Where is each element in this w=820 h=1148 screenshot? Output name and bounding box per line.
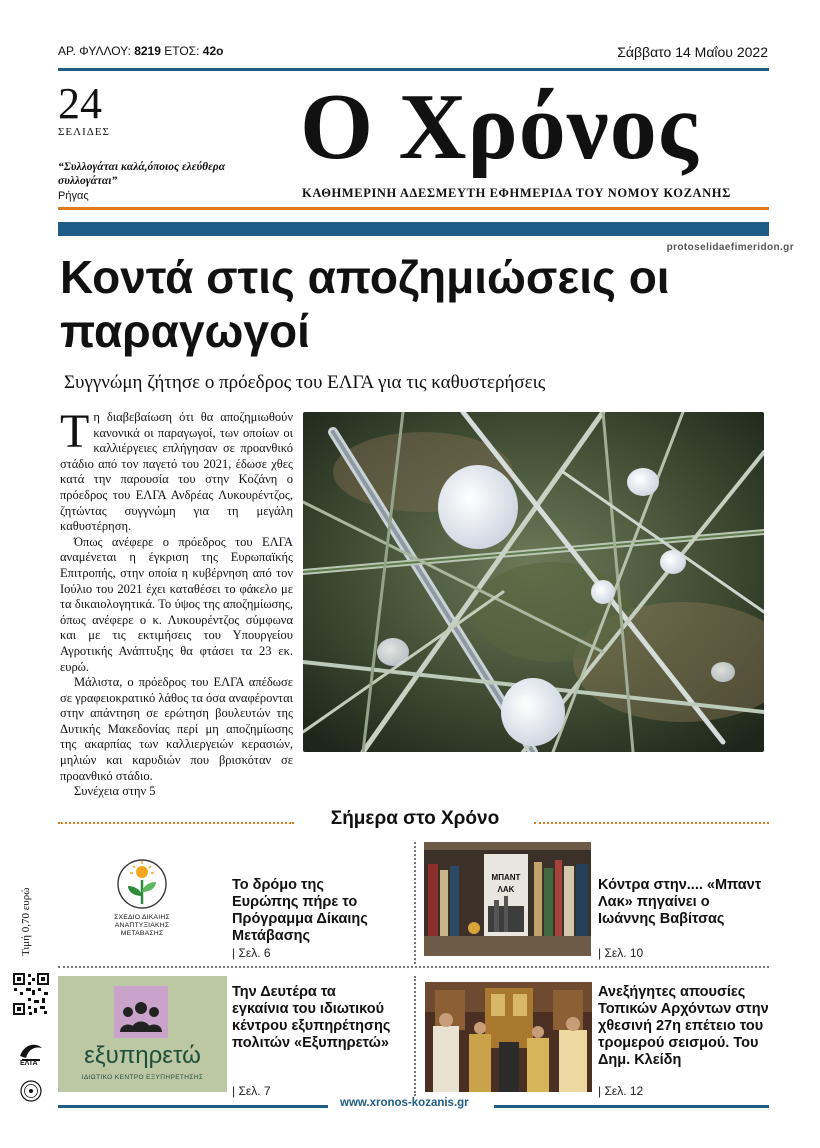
item-4-title: Ανεξήγητες απουσίες Τοπικών Αρχόντων στην χθεσινή 27η επέτειο του τρομερού σεισμού. Του Δημ. Κλείδη	[598, 984, 769, 1068]
dropcap: Τ	[60, 405, 90, 458]
just-transition-logo-text: ΣΧΕΔΙΟ ΔΙΚΑΙΗΣ ΑΝΑΠΤΥΞΙΑΚΗΣ ΜΕΤΑΒΑΣΗΣ	[114, 914, 170, 937]
frost-grass-photo	[303, 412, 764, 752]
masthead-title: Ο Χρόνος	[300, 75, 699, 179]
footer-rule-right	[494, 1105, 769, 1108]
masthead-quote: “Συλλογάται καλά,όποιος ελεύθερα συλλογάται”	[58, 161, 226, 187]
item-1-page: | Σελ. 6	[232, 946, 271, 960]
divider-vertical-top	[414, 842, 416, 964]
exypireto-logo	[58, 976, 227, 1092]
item-1-title: Το δρόμο της Ευρώπης πήρε το Πρόγραμμα Δίκαιης Μετάβασης	[232, 877, 368, 944]
bookshelf-photo	[424, 842, 591, 956]
exypireto-logo-box	[114, 986, 168, 1038]
main-headline: Κοντά στις αποζημιώσεις οι παραγωγοί	[60, 251, 670, 357]
qr-code	[12, 972, 50, 1016]
frost-grass-illustration	[303, 412, 764, 752]
item-3-page: | Σελ. 7	[232, 1084, 271, 1098]
plant-sun-icon	[100, 858, 184, 918]
divider-horizontal	[58, 966, 769, 968]
footer-url[interactable]: www.xronos-kozanis.gr	[340, 1097, 469, 1109]
source-watermark: protoselidaefimeridon.gr	[666, 242, 794, 253]
paragraph-1	[60, 405, 293, 535]
svg-text:ΛΑΚ: ΛΑΚ	[497, 885, 515, 894]
main-story-body	[60, 405, 293, 800]
masthead-subtitle: ΚΑΘΗΜΕΡΙΝΗ ΑΔΕΣΜΕΥΤΗ ΕΦΗΜΕΡΙΔΑ ΤΟΥ ΝΟΜΟΥ ΚΟΖΑΝΗΣ	[302, 186, 731, 200]
top-rule	[58, 68, 769, 71]
section-dots-left	[58, 822, 294, 824]
elta-logo	[16, 1038, 46, 1070]
footer-rule-left	[58, 1105, 328, 1108]
just-transition-logo	[100, 858, 184, 944]
orange-rule	[58, 207, 769, 210]
quote-author: Ρήγας	[58, 190, 89, 202]
issue-info	[58, 44, 223, 58]
today-section-title: Σήμερα στο Χρόνο	[330, 808, 500, 829]
pages-label: ΣΕΛΙΔΕΣ	[58, 126, 110, 138]
item-2-page: | Σελ. 10	[598, 946, 644, 960]
bookshelf-illustration	[424, 842, 591, 956]
price-label: Τιμή 0,70 ευρώ	[20, 887, 32, 956]
item-3-title: Την Δευτέρα τα εγκαίνια του ιδιωτικού κέντρου εξυπηρέτησης πολιτών «Εξυπηρετώ»	[232, 984, 391, 1051]
brand-bar	[58, 222, 769, 236]
issue-number: 8219	[134, 44, 161, 58]
continued-note: Συνέχεια στην 5	[74, 784, 156, 799]
main-subheadline: Συγγνώμη ζήτησε ο πρόεδρος του ΕΛΓΑ για τις καθυστερήσεις	[64, 372, 546, 393]
exypireto-logo-text: εξυπηρετώ	[84, 1042, 201, 1069]
year-label: ΕΤΟΣ:	[164, 44, 200, 58]
divider-vertical-bottom	[414, 976, 416, 1096]
elta-label: ΕΛΤΑ	[20, 1060, 38, 1067]
exypireto-logo-sub: ΙΔΙΩΤΙΚΟ ΚΕΝΤΡΟ ΕΞΥΠΗΡΕΤΗΣΗΣ	[81, 1074, 204, 1081]
ceremony-illustration	[425, 982, 592, 1092]
svg-text:ΜΠΑΝΤ: ΜΠΑΝΤ	[491, 873, 521, 882]
year-number: 42ο	[202, 44, 224, 58]
pages-number: 24	[58, 79, 102, 128]
paragraph-3: Μάλιστα, ο πρόεδρος του ΕΛΓΑ απέδωσε σε γραφειοκρατικό λάθος τα όσα αναφέρονται στην απάντηση σε ερώτηση βουλευτών της Δυτικής Μακεδονίας περί μη αποζημίωσης της ακαρπίας των καλλιεργειών κερασιών, μηλιών και καρυδιών που βρισκόταν σε προανθικό στάδιο.	[60, 675, 293, 783]
paragraph-2: Όπως ανέφερε ο πρόεδρος του ΕΛΓΑ αναμένεται η έγκριση της Ευρωπαϊκής Επιτροπής, στην οποία η κυβέρνηση από τον Ιούλιο του 2021 έχει καταθέσει το φάκελο με τα δικαιολογητικά. Το ύψος της αποζημίωσης, όπως ανέφερε ο κ. Λυκουρέντζος σύμφωνα και με τις εκτιμήσεις του Υπουργείου Αγροτικής Ανάπτυξης θα φτάσει τα 23 εκ. ευρώ.	[60, 534, 293, 674]
paragraph-1-text: η διαβεβαίωση ότι θα αποζημιωθούν κανονικά οι παραγωγοί, των οποίων οι καλλιέργειες επλήγησαν σε προανθικό στάδιο από τον παγετό του 2021, έδωσε χθες κατά την παρουσία του στην Κοζάνη ο πρόεδρος του ΕΛΓΑ Ανδρέας Λυκουρέντζος, ζητώντας συγγνώμη για τη μεγάλη καθυστέρηση.	[60, 410, 293, 534]
ceremony-photo	[425, 982, 592, 1092]
section-dots-right	[534, 822, 769, 824]
item-2-title: Κόντρα στην.... «Μπαντ Λακ» πηγαίνει ο Ιωάννης Βαβίτσας	[598, 877, 762, 927]
postal-seal	[20, 1080, 42, 1102]
publication-date: Σάββατο 14 Μαΐου 2022	[617, 44, 768, 60]
issue-label: ΑΡ. ΦΥΛΛΟΥ:	[58, 44, 131, 58]
postal-seal-icon	[20, 1080, 42, 1102]
qr-code-icon	[12, 972, 50, 1016]
people-icon	[114, 986, 168, 1038]
item-4-page: | Σελ. 12	[598, 1084, 644, 1098]
